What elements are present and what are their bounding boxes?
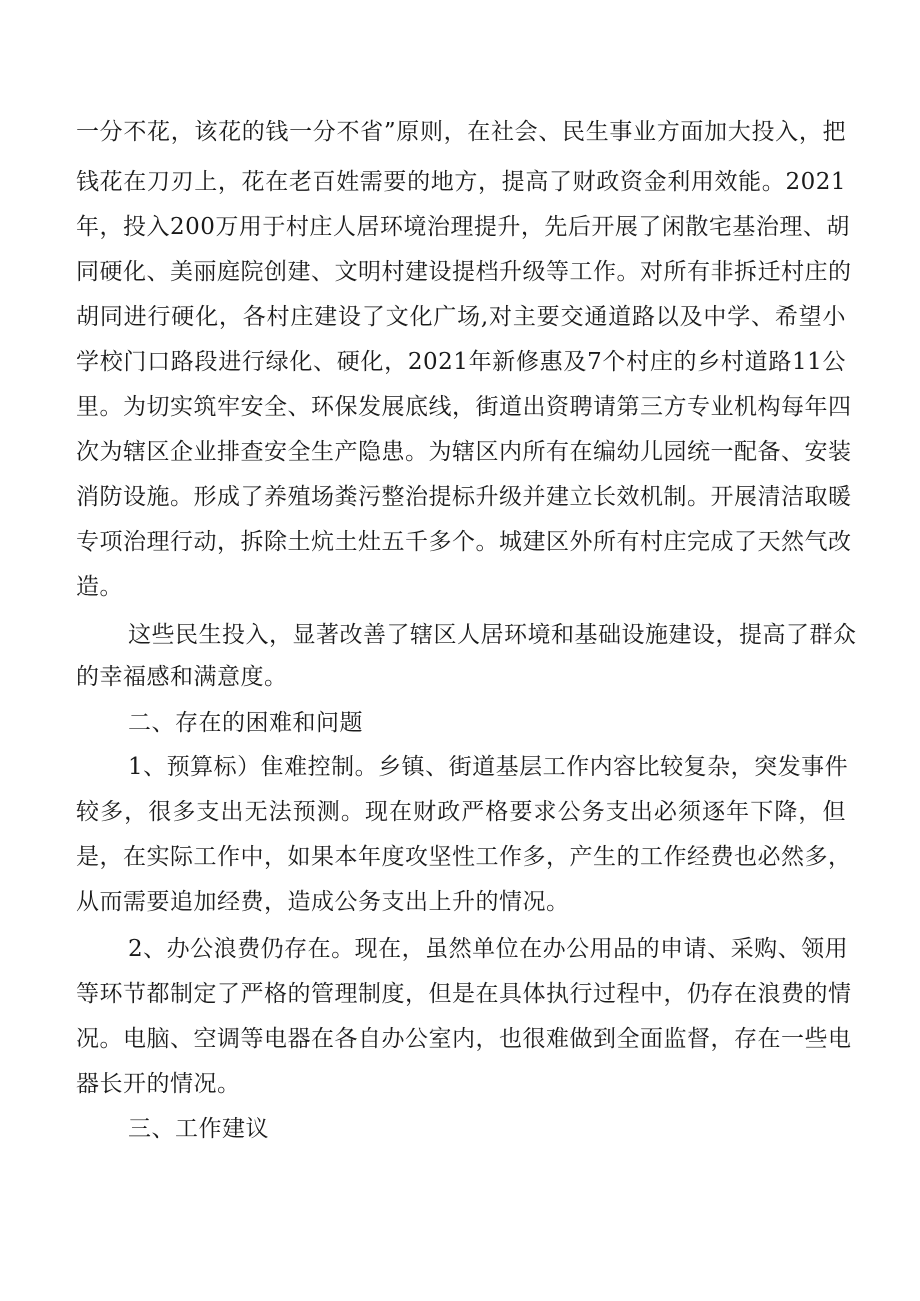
section-heading: 二、存在的困难和问题 [128, 710, 363, 736]
section-heading: 三、工作建议 [128, 1116, 269, 1142]
paragraph-line: 胡同进行硬化，各村庄建设了文化广场,对主要交通道路以及中学、希望小 [76, 304, 846, 330]
paragraph-line: 2、办公浪费仍存在。现在，虽然单位在办公用品的申请、采购、领用 [128, 936, 849, 962]
paragraph-line: 器长开的情况。 [76, 1071, 241, 1097]
paragraph-line: 消防设施。形成了养殖场粪污整治提标升级并建立长效机制。开展清洁取暖 [76, 484, 852, 510]
paragraph-line: 年，投入200万用于村庄人居环境治理提升，先后开展了闲散宅基治理、胡 [76, 214, 850, 240]
paragraph-line: 专项治理行动，拆除土炕土灶五千多个。城建区外所有村庄完成了天然气改 [76, 529, 852, 555]
paragraph-line: 从而需要追加经费，造成公务支出上升的情况。 [76, 889, 570, 915]
paragraph-line: 学校门口路段进行绿化、硬化，2021年新修惠及7个村庄的乡村道路11公 [76, 349, 846, 375]
paragraph-line: 的幸福感和满意度。 [76, 664, 288, 690]
paragraph-line: 1、预算标）隹难控制。乡镇、街道基层工作内容比较复杂，突发事件 [128, 754, 849, 780]
paragraph-line: 况。电脑、空调等电器在各自办公室内，也很难做到全面监督，存在一些电 [76, 1026, 852, 1052]
paragraph-line: 钱花在刀刃上，花在老百姓需要的地方，提高了财政资金利用效能。2021 [76, 169, 846, 195]
paragraph-line: 次为辖区企业排查安全生产隐患。为辖区内所有在编幼儿园统一配备、安装 [76, 439, 852, 465]
paragraph-line: 同硬化、美丽庭院创建、文明村建设提档升级等工作。对所有非拆迁村庄的 [76, 259, 852, 285]
paragraph-line: 一分不花，该花的钱一分不省”原则，在社会、民生事业方面加大投入，把 [76, 119, 846, 145]
paragraph-line: 造。 [76, 574, 123, 600]
paragraph-line: 较多，很多支出无法预测。现在财政严格要求公务支出必须逐年下降，但 [76, 799, 846, 825]
paragraph-line: 里。为切实筑牢安全、环保发展底线，街道出资聘请第三方专业机构每年四 [76, 394, 852, 420]
paragraph-line: 是，在实际工作中，如果本年度攻坚性工作多，产生的工作经费也必然多， [76, 844, 852, 870]
paragraph-line: 等环节都制定了严格的管理制度，但是在具体执行过程中，仍存在浪费的情 [76, 981, 852, 1007]
paragraph-line: 这些民生投入，显著改善了辖区人居环境和基础设施建设，提高了群众 [128, 622, 857, 648]
